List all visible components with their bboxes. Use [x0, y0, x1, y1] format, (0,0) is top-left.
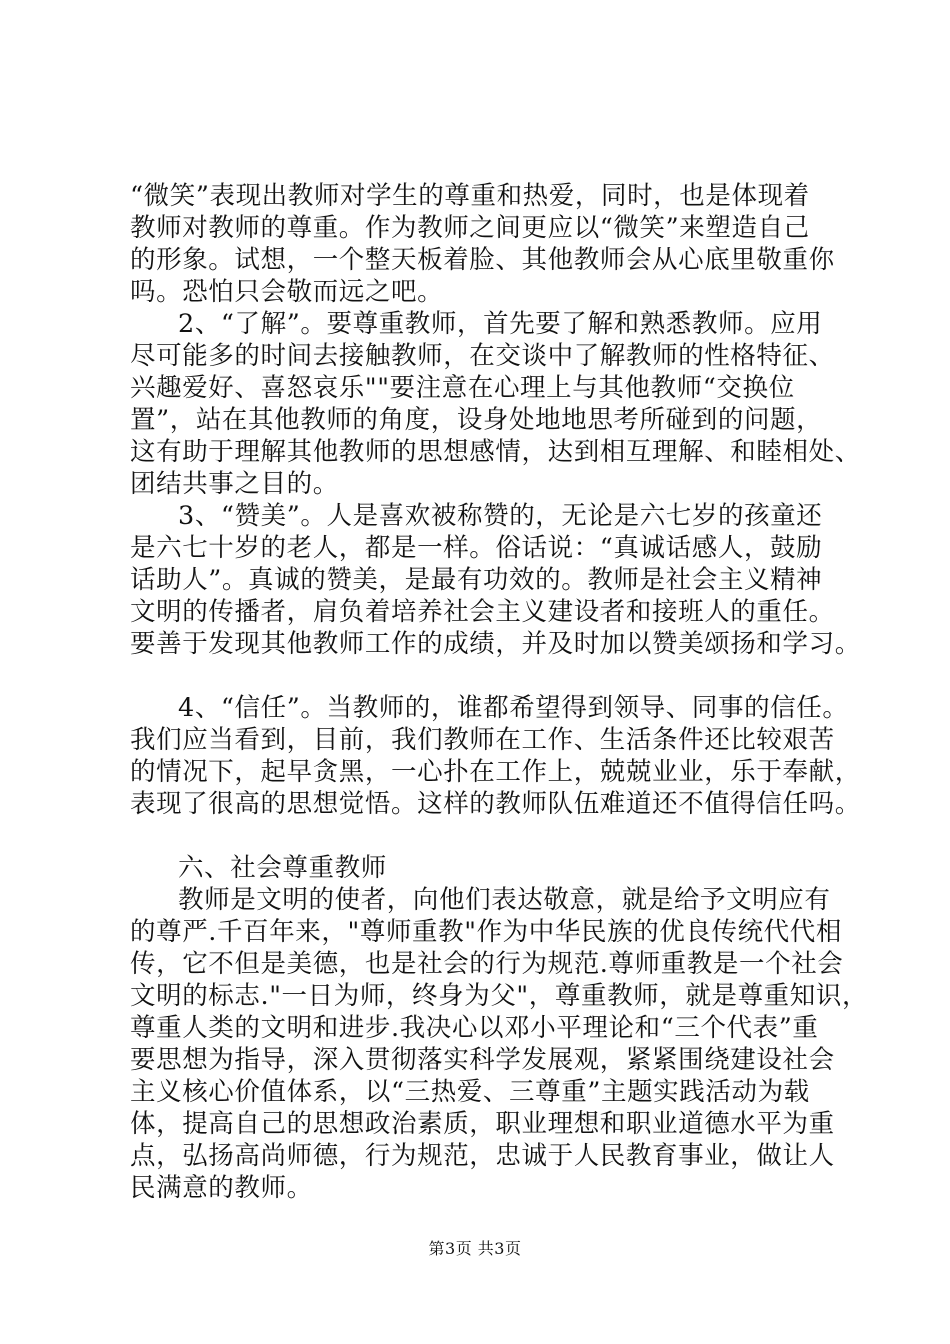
- paragraph-understand: [130, 308, 861, 500]
- text-line: 尊重人类的文明和进步.我决心以邓小平理论和“三个代表”重: [130, 1013, 819, 1043]
- document-body: [130, 180, 869, 1204]
- section-heading: 六、社会尊重教师: [178, 853, 387, 883]
- text-line: 团结共事之目的。: [130, 469, 339, 499]
- paragraph-society: [130, 884, 869, 1204]
- text-line: 尽可能多的时间去接触教师，在交谈中了解教师的性格特征、: [130, 341, 835, 371]
- text-line: 点，弘扬高尚师德，行为规范，忠诚于人民教育事业，做让人: [130, 1141, 835, 1171]
- text-line: 兴趣爱好、喜怒哀乐""要注意在心理上与其他教师“交换位: [130, 373, 795, 403]
- text-line: 文明的传播者，肩负着培养社会主义建设者和接班人的重任。: [130, 597, 835, 627]
- paragraph-spacer: [130, 820, 850, 852]
- paragraph-spacer: [130, 660, 850, 692]
- text-line: 体，提高自己的思想政治素质，职业理想和职业道德水平为重: [130, 1109, 835, 1139]
- text-line: 文明的标志."一日为师，终身为父"，尊重教师，就是尊重知识，: [130, 981, 869, 1011]
- text-line: 吗。恐怕只会敬而远之吧。: [130, 277, 444, 307]
- text-line: 的情况下，起早贪黑，一心扑在工作上，兢兢业业，乐于奉献，: [130, 757, 861, 787]
- text-line: 要思想为指导，深入贯彻落实科学发展观，紧紧围绕建设社会: [130, 1045, 835, 1075]
- text-line: 表现了很高的思想觉悟。这样的教师队伍难道还不值得信任吗。: [130, 789, 861, 819]
- text-line: 我们应当看到，目前，我们教师在工作、生活条件还比较艰苦: [130, 725, 835, 755]
- text-line: 的尊严.千百年来，"尊师重教"作为中华民族的优良传统代代相: [130, 917, 842, 947]
- text-line: 民满意的教师。: [130, 1173, 313, 1203]
- paragraph-trust: [130, 692, 861, 820]
- text-line: 的形象。试想，一个整天板着脸、其他教师会从心底里敬重你: [130, 245, 835, 275]
- text-line: 4、“信任”。当教师的，谁都希望得到领导、同事的信任。: [178, 693, 849, 723]
- paragraph-praise: [130, 500, 861, 660]
- text-line: “微笑”表现出教师对学生的尊重和热爱，同时，也是体现着: [130, 181, 810, 211]
- text-line: 教师是文明的使者，向他们表达敬意，就是给予文明应有: [178, 885, 831, 915]
- page-footer: [0, 1236, 950, 1259]
- page-number-label: 第3页 共3页: [428, 1239, 522, 1258]
- text-line: 传，它不但是美德，也是社会的行为规范.尊师重教是一个社会: [130, 949, 844, 979]
- text-line: 置”，站在其他教师的角度，设身处地地思考所碰到的问题，: [130, 405, 823, 435]
- text-line: 是六七十岁的老人，都是一样。俗话说：“真诚话感人，鼓励: [130, 533, 823, 563]
- text-line: 2、“了解”。要尊重教师，首先要了解和熟悉教师。应用: [178, 309, 823, 339]
- text-line: 要善于发现其他教师工作的成绩，并及时加以赞美颂扬和学习。: [130, 629, 861, 659]
- text-line: 话助人”。真诚的赞美，是最有功效的。教师是社会主义精神: [130, 565, 823, 595]
- text-line: 3、“赞美”。人是喜欢被称赞的，无论是六七岁的孩童还: [178, 501, 823, 531]
- text-line: 教师对教师的尊重。作为教师之间更应以“微笑”来塑造自己: [130, 213, 810, 243]
- text-line: 主义核心价值体系，以“三热爱、三尊重”主题实践活动为载: [130, 1077, 810, 1107]
- text-line: 这有助于理解其他教师的思想感情，达到相互理解、和睦相处、: [130, 437, 861, 467]
- paragraph-smile: [130, 180, 850, 308]
